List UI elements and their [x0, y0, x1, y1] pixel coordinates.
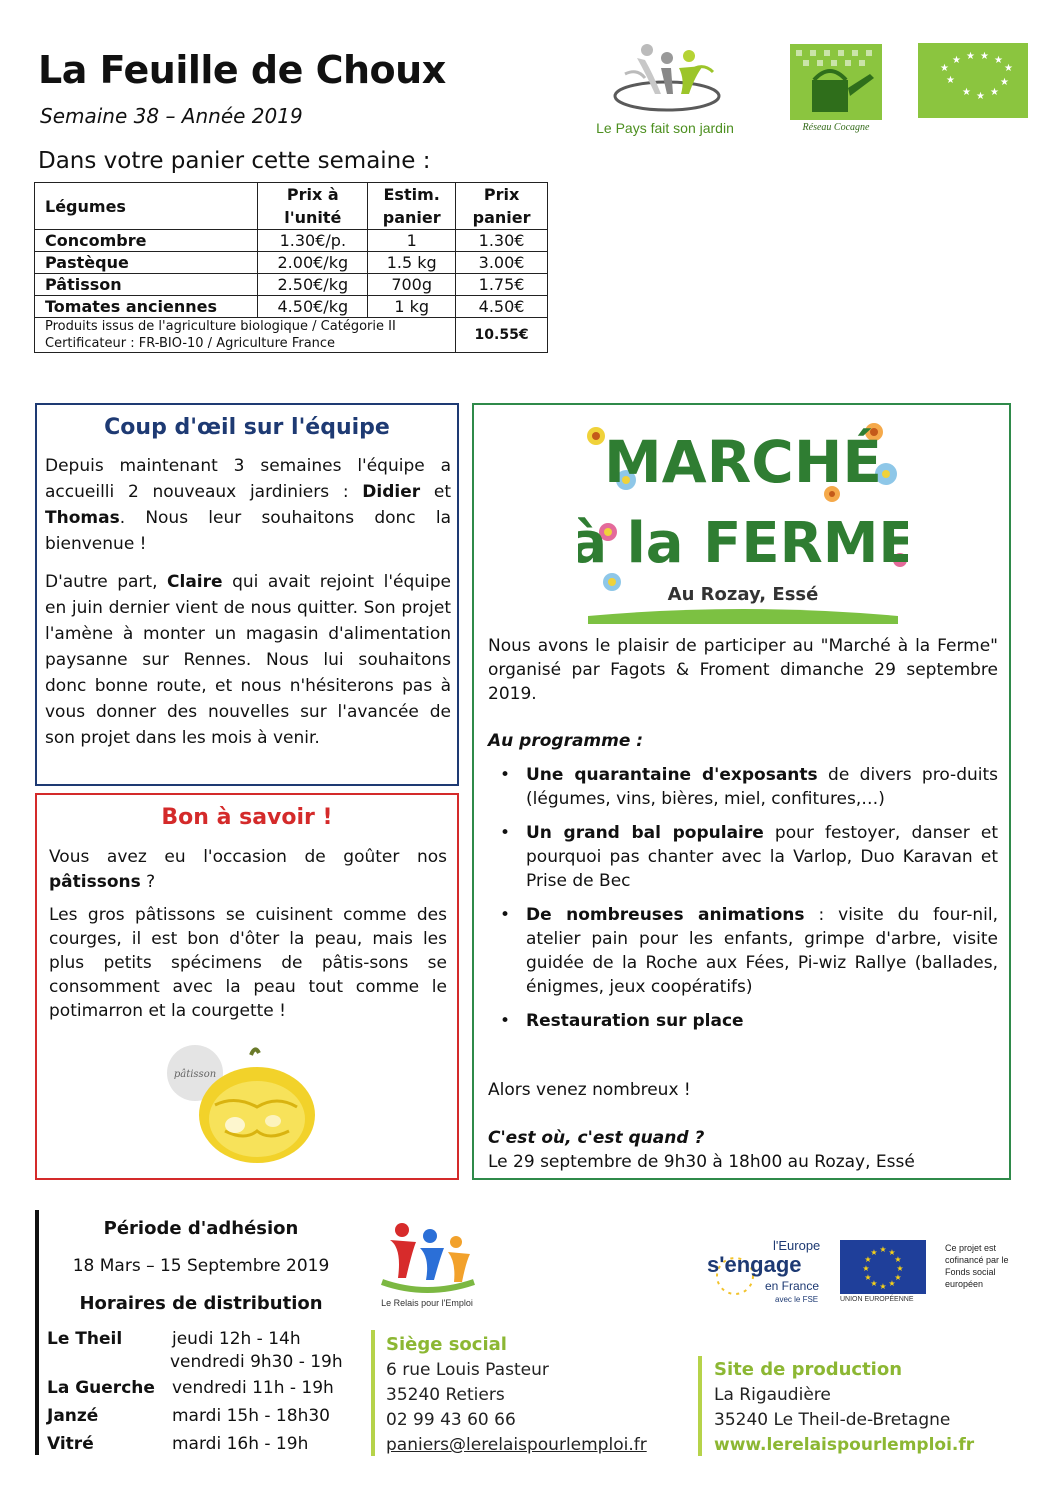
schedule-city: Vitré — [47, 1434, 94, 1454]
website-link[interactable]: www.lerelaispourlemploi.fr — [714, 1435, 975, 1455]
footer-divider — [35, 1210, 39, 1455]
basket-table — [34, 182, 548, 353]
program-title: Au programme : — [488, 731, 644, 751]
name-highlight: Didier — [362, 482, 421, 502]
basket-estimate: 1 kg — [368, 296, 456, 318]
unit-price: 1.30€/p. — [258, 230, 368, 252]
where-title: C'est où, c'est quand ? — [488, 1128, 705, 1148]
tips-paragraph-1 — [49, 845, 447, 895]
basket-heading: Dans votre panier cette semaine : — [38, 148, 431, 174]
text: . Nous leur souhaitons donc la bienvenue ! — [45, 508, 451, 554]
squash-icon — [165, 1035, 325, 1175]
europe-label-1: l'Europe — [773, 1240, 821, 1253]
market-logo-line3: Au Rozay, Essé — [667, 584, 819, 605]
svg-text:★: ★ — [990, 87, 999, 98]
siege-title: Siège social — [386, 1334, 507, 1355]
svg-text:★: ★ — [864, 1255, 872, 1264]
relais-logo — [372, 1218, 482, 1318]
svg-text:★: ★ — [940, 63, 949, 74]
svg-text:★: ★ — [864, 1273, 872, 1282]
item-text: de divers pro-duits (légumes, vins, bières, miel, confitures,…) — [526, 765, 999, 809]
item-highlight: Un grand bal populaire — [526, 823, 764, 843]
vegetable-name: Pâtisson — [35, 274, 258, 296]
schedule-time: jeudi 12h - 14h — [172, 1329, 301, 1349]
unit-price: 2.50€/kg — [258, 274, 368, 296]
svg-text:★: ★ — [888, 1279, 896, 1288]
patisson-illustration — [165, 1035, 325, 1175]
column-header: Prix panier — [456, 183, 548, 230]
team-paragraph-1 — [45, 453, 451, 557]
svg-text:★: ★ — [962, 87, 971, 98]
vegetable-name: Concombre — [35, 230, 258, 252]
certification-line: Produits issus de l'agriculture biologique / Catégorie II — [45, 319, 396, 334]
adhesion-title: Période d'adhésion — [103, 1218, 299, 1239]
name-highlight: Thomas — [45, 508, 120, 528]
list-item — [488, 1009, 998, 1033]
column-header: Légumes — [35, 183, 258, 230]
pays-logo — [585, 38, 745, 138]
market-poster-icon — [578, 412, 908, 624]
column-header: Prix à l'unité — [258, 183, 368, 230]
relais-logo-label: Le Relais pour l'Emploi — [381, 1298, 473, 1308]
europe-label-4: avec le FSE — [775, 1295, 819, 1304]
where-text: Le 29 septembre de 9h30 à 18h00 au Rozay, Essé — [488, 1152, 915, 1172]
schedule-city: Le Theil — [47, 1329, 123, 1349]
siege-divider — [371, 1330, 375, 1456]
site-address: La Rigaudière — [714, 1385, 831, 1405]
svg-text:★: ★ — [952, 55, 961, 66]
europe-label-2: s'engage — [707, 1252, 802, 1277]
siege-email-link[interactable]: paniers@lerelaispourlemploi.fr — [386, 1435, 647, 1455]
newsletter-title: La Feuille de Choux — [38, 48, 446, 92]
eu-cofinance-text: Ce projet est cofinancé par le Fonds social européen — [945, 1243, 1009, 1289]
text: Depuis maintenant 3 semaines l'équipe a accueilli 2 nouveaux jardiniers : — [45, 456, 451, 502]
team-title: Coup d'œil sur l'équipe — [104, 415, 390, 440]
basket-price: 1.30€ — [456, 230, 548, 252]
cocagne-logo — [790, 44, 882, 136]
svg-text:★: ★ — [994, 55, 1003, 66]
team-box — [35, 403, 459, 786]
market-logo-line2: à la FERME — [578, 511, 908, 576]
item-highlight: De nombreuses animations — [526, 905, 805, 925]
bold-text: pâtissons — [49, 872, 141, 892]
text: et — [420, 482, 452, 502]
tips-box — [35, 793, 459, 1180]
unit-price: 2.00€/kg — [258, 252, 368, 274]
table-row — [35, 252, 548, 274]
table-header-row — [35, 183, 548, 230]
organic-leaf-icon — [918, 43, 1028, 118]
list-item — [488, 903, 998, 999]
name-highlight: Claire — [167, 572, 223, 592]
closing-text: Alors venez nombreux ! — [488, 1080, 691, 1100]
vegetable-name: Pastèque — [35, 252, 258, 274]
text: D'autre part, — [45, 572, 168, 592]
patisson-label: pâtisson — [173, 1069, 217, 1080]
text: Vous avez eu l'occasion de goûter nos — [49, 847, 447, 867]
tips-title: Bon à savoir ! — [161, 805, 333, 830]
market-poster — [578, 412, 908, 624]
europe-label-3: en France — [765, 1279, 820, 1293]
text: qui avait rejoint l'équipe en juin dernier vient de nous quitter. Son projet l'amène à monter un magasin d'alimentation paysanne sur Rennes. Nous lui souhaitons donc bonne route, et nous n'hésiterons pas à vous donner des nouvelles sur l'avancée de son projet dans les mois à venir. — [45, 572, 451, 748]
newsletter-subtitle: Semaine 38 – Année 2019 — [40, 104, 303, 128]
eu-flag-icon — [840, 1240, 926, 1294]
table-row — [35, 274, 548, 296]
site-divider — [698, 1356, 702, 1456]
schedule-city: La Guerche — [47, 1378, 155, 1398]
list-item — [488, 821, 998, 893]
schedule-time: mardi 16h - 19h — [172, 1434, 309, 1454]
certification-note — [35, 318, 456, 353]
svg-text:★: ★ — [862, 1264, 870, 1273]
distribution-title: Horaires de distribution — [79, 1293, 323, 1314]
item-text: : visite du four-nil, atelier pain pour les enfants, grimpe d'arbre, visite guidée de la Roche aux Fées, Pi-wiz Rallye (ballades, énigmes, jeux coopératifs) — [526, 905, 999, 997]
basket-price: 1.75€ — [456, 274, 548, 296]
site-city: 35240 Le Theil-de-Bretagne — [714, 1410, 951, 1430]
basket-price: 4.50€ — [456, 296, 548, 318]
item-highlight: Une quarantaine d'exposants — [526, 765, 818, 785]
program-list — [488, 763, 998, 1043]
svg-text:★: ★ — [980, 51, 989, 62]
site-title: Site de production — [714, 1359, 903, 1380]
eu-flag-label: UNION EUROPÉENNE — [840, 1296, 914, 1303]
tips-paragraph-2: Les gros pâtissons se cuisinent comme des courges, il est bon d'ôter la peau, mais les plus petits spécimens de pâtis-sons se consomment avec la peau tout comme le potimarron et la courgette ! — [49, 905, 447, 1021]
column-header: Estim. panier — [368, 183, 456, 230]
eu-flag-logo — [840, 1240, 930, 1310]
schedule-time: vendredi 11h - 19h — [172, 1378, 334, 1398]
siege-phone: 02 99 43 60 66 — [386, 1410, 516, 1430]
item-highlight: Restauration sur place — [526, 1011, 744, 1031]
svg-text:★: ★ — [1004, 63, 1013, 74]
svg-text:★: ★ — [870, 1279, 878, 1288]
svg-text:★: ★ — [894, 1273, 902, 1282]
pays-logo-label: Le Pays fait son jardin — [596, 120, 734, 136]
svg-text:★: ★ — [879, 1282, 887, 1291]
svg-text:★: ★ — [896, 1264, 904, 1273]
svg-text:★: ★ — [870, 1248, 878, 1257]
adhesion-dates: 18 Mars – 15 Septembre 2019 — [72, 1256, 330, 1276]
basket-price: 3.00€ — [456, 252, 548, 274]
schedule-city: Janzé — [47, 1406, 99, 1426]
svg-text:★: ★ — [888, 1248, 896, 1257]
relais-logo-icon — [372, 1218, 482, 1298]
basket-estimate: 700g — [368, 274, 456, 296]
table-row — [35, 296, 548, 318]
svg-text:★: ★ — [879, 1245, 887, 1254]
team-paragraph-2 — [45, 569, 451, 751]
text: ? — [140, 872, 156, 892]
item-text: pour festoyer, danser et pourquoi pas chanter avec la Varlop, Duo Karavan et Prise de Bec — [526, 823, 998, 891]
table-row — [35, 230, 548, 252]
market-intro: Nous avons le plaisir de participer au "Marché à la Ferme" organisé par Fagots & Froment dimanche 29 septembre 2019. — [488, 636, 998, 704]
schedule-time: vendredi 9h30 - 19h — [170, 1352, 343, 1372]
svg-text:★: ★ — [946, 75, 955, 86]
svg-text:★: ★ — [966, 51, 975, 62]
market-logo-line1: MARCHÉ — [604, 428, 882, 496]
basket-estimate: 1 — [368, 230, 456, 252]
eu-organic-logo — [918, 43, 1028, 118]
list-item — [488, 763, 998, 811]
siege-city: 35240 Retiers — [386, 1385, 505, 1405]
svg-text:★: ★ — [1000, 77, 1009, 88]
pays-logo-icon — [585, 38, 745, 120]
basket-total: 10.55€ — [456, 318, 548, 353]
europe-engage-logo — [705, 1240, 825, 1310]
svg-text:★: ★ — [894, 1255, 902, 1264]
europe-stars-icon — [705, 1240, 825, 1310]
schedule-time: mardi 15h - 18h30 — [172, 1406, 330, 1426]
certification-line: Certificateur : FR-BIO-10 / Agriculture France — [45, 336, 336, 351]
unit-price: 4.50€/kg — [258, 296, 368, 318]
basket-estimate: 1.5 kg — [368, 252, 456, 274]
svg-text:★: ★ — [976, 91, 985, 102]
table-footer-row — [35, 318, 548, 353]
cocagne-logo-label: Réseau Cocagne — [802, 122, 870, 133]
siege-address: 6 rue Louis Pasteur — [386, 1360, 549, 1380]
watering-can-icon — [790, 44, 882, 120]
vegetable-name: Tomates anciennes — [35, 296, 258, 318]
